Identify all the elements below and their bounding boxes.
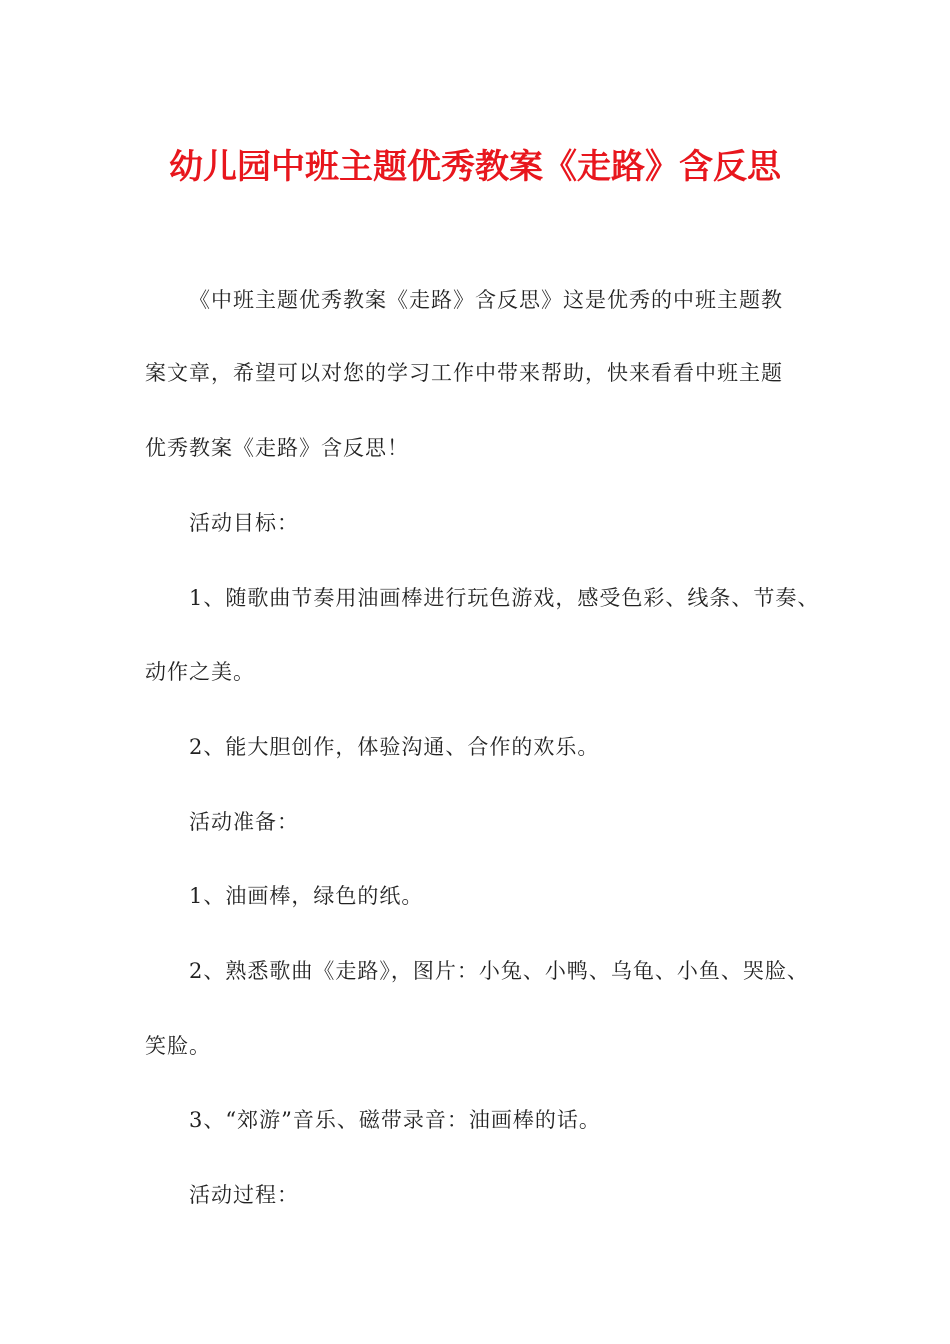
- preparation-item-2: 2、熟悉歌曲《走路》，图片：小兔、小鸭、乌龟、小鱼、哭脸、: [189, 959, 809, 983]
- intro-line-1: 《中班主题优秀教案《走路》含反思》这是优秀的中班主题教: [189, 288, 783, 312]
- section-heading-goals: 活动目标：: [189, 511, 299, 535]
- goal-item-1-continued: 动作之美。: [145, 660, 255, 684]
- preparation-item-2-continued: 笑脸。: [145, 1034, 211, 1058]
- preparation-item-1: 1、油画棒，绿色的纸。: [189, 884, 424, 908]
- document-title: 幼儿园中班主题优秀教案《走路》含反思: [169, 147, 781, 187]
- goal-item-1: 1、随歌曲节奏用油画棒进行玩色游戏，感受色彩、线条、节奏、: [189, 586, 820, 610]
- goal-item-2: 2、能大胆创作，体验沟通、合作的欢乐。: [189, 735, 600, 759]
- intro-line-3: 优秀教案《走路》含反思！: [145, 436, 409, 460]
- section-heading-process: 活动过程：: [189, 1183, 299, 1207]
- section-heading-preparation: 活动准备：: [189, 810, 299, 834]
- intro-line-2: 案文章，希望可以对您的学习工作中带来帮助，快来看看中班主题: [145, 361, 783, 385]
- preparation-item-3: 3、“郊游”音乐、磁带录音：油画棒的话。: [189, 1108, 601, 1132]
